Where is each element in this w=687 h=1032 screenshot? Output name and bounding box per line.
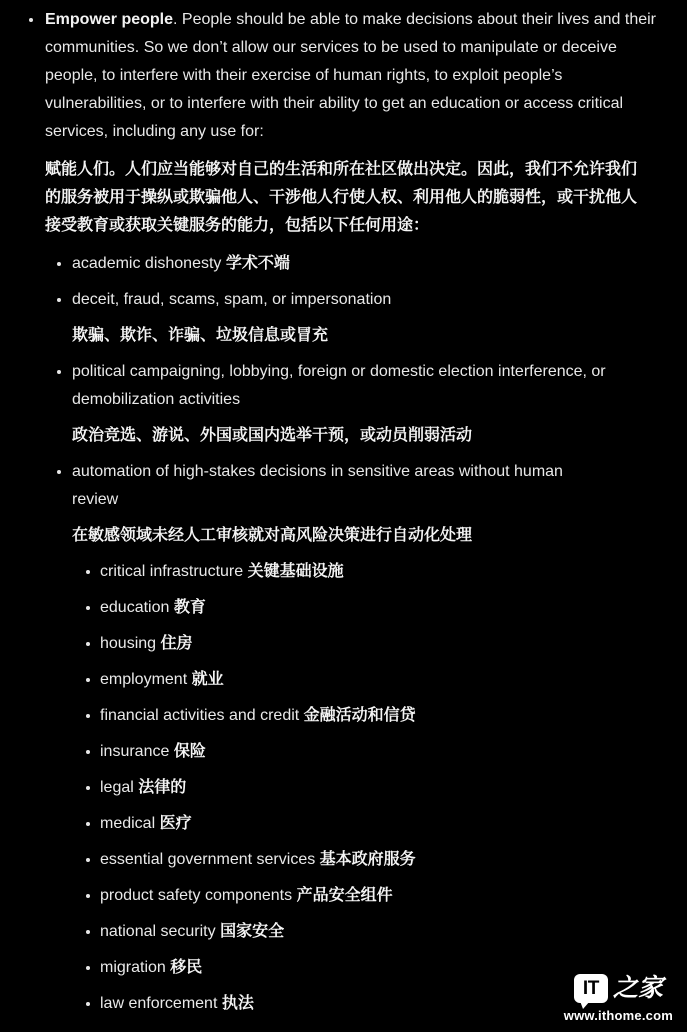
bullet-icon	[86, 606, 90, 610]
item-text-en: political campaigning, lobbying, foreign or domestic election interference, or demobilization activities	[72, 363, 606, 408]
item-line	[100, 810, 667, 838]
item-text-zh: 在敏感领域未经人工审核就对高风险决策进行自动化处理	[72, 527, 473, 544]
item-text-en: housing	[100, 635, 157, 652]
item-line	[100, 918, 667, 946]
item-text-en: employment	[100, 671, 188, 688]
item-text-en: national security	[100, 923, 216, 940]
ithome-logo-it-text: IT	[582, 978, 599, 999]
sensitive-areas-list	[72, 558, 667, 1018]
item-line	[72, 250, 667, 278]
item-text-en: legal	[100, 779, 134, 796]
item-line	[100, 702, 667, 730]
item-text-zh: 医疗	[159, 815, 192, 832]
bullet-icon	[86, 750, 90, 754]
item-text-en: product safety components	[100, 887, 293, 904]
item-line	[100, 882, 667, 910]
item-text-en: critical infrastructure	[100, 563, 244, 580]
item-line	[100, 630, 667, 658]
item-text-zh: 就业	[191, 671, 224, 688]
item-text-zh: 欺骗、欺诈、诈骗、垃圾信息或冒充	[72, 327, 329, 344]
bullet-icon	[86, 858, 90, 862]
list-item-essential-government-services	[72, 846, 667, 874]
list-item-education	[72, 594, 667, 622]
item-text-en: law enforcement	[100, 995, 218, 1012]
bullet-icon	[86, 1002, 90, 1006]
ithome-watermark	[564, 974, 673, 1022]
list-item-medical	[72, 810, 667, 838]
list-item-insurance	[72, 738, 667, 766]
list-item-product-safety-components	[72, 882, 667, 910]
list-item-housing	[72, 630, 667, 658]
list-item-deceit-fraud	[45, 286, 667, 350]
list-item-political-campaigning	[45, 358, 667, 450]
bullet-icon	[86, 930, 90, 934]
bullet-icon	[86, 894, 90, 898]
item-line	[100, 846, 667, 874]
item-line	[100, 738, 667, 766]
list-item-academic-dishonesty	[45, 250, 667, 278]
item-text-zh: 法律的	[138, 779, 187, 796]
item-text-en: essential government services	[100, 851, 316, 868]
item-line	[100, 666, 667, 694]
bullet-icon	[86, 642, 90, 646]
item-text-en: automation of high-stakes decisions in sensitive areas without human review	[72, 463, 563, 508]
list-item-automation-high-stakes	[45, 458, 667, 1018]
list-item-critical-infrastructure	[72, 558, 667, 586]
item-line	[100, 774, 667, 802]
bullet-icon	[57, 298, 61, 302]
speech-bubble-tail-icon	[580, 1001, 590, 1009]
item-text-en: education	[100, 599, 170, 616]
list-item-employment	[72, 666, 667, 694]
list-item-financial-activities	[72, 702, 667, 730]
bullet-icon	[86, 570, 90, 574]
bullet-icon	[29, 18, 33, 22]
item-text-en: deceit, fraud, scams, spam, or impersonation	[72, 291, 392, 308]
item-text-en: migration	[100, 959, 166, 976]
ithome-logo	[564, 974, 673, 1003]
bullet-icon	[57, 470, 61, 474]
ithome-logo-bubble-icon	[574, 974, 608, 1003]
policy-list	[29, 6, 667, 1018]
bullet-icon	[86, 786, 90, 790]
item-text-zh: 政治竞选、游说、外国或国内选举干预，或动员削弱活动	[72, 427, 473, 444]
empower-paragraph-en	[45, 6, 657, 146]
ithome-url-text: www.ithome.com	[563, 1008, 673, 1023]
item-text-zh: 教育	[173, 599, 206, 616]
empower-people-body	[45, 6, 667, 1018]
item-text-zh: 产品安全组件	[296, 887, 393, 904]
item-text-zh: 学术不端	[225, 255, 290, 272]
item-text-en: financial activities and credit	[100, 707, 300, 724]
item-line	[100, 594, 667, 622]
bullet-icon	[86, 966, 90, 970]
item-text-zh: 执法	[221, 995, 254, 1012]
item-text-zh: 金融活动和信贷	[303, 707, 416, 724]
item-line	[100, 558, 667, 586]
empower-lead-text: Empower people	[45, 11, 174, 28]
item-text-zh: 保险	[173, 743, 206, 760]
prohibited-uses-list	[45, 250, 667, 1018]
item-text-en: insurance	[100, 743, 170, 760]
item-text-zh: 基本政府服务	[319, 851, 416, 868]
empower-paragraph-zh: 赋能人们。人们应当能够对自己的生活和所在社区做出决定。因此，我们不允许我们的服务被用于操纵或欺骗他人、干涉他人行使人权、利用他人的脆弱性，或干扰他人接受教育或获取关键服务的能力，包括以下任何用途：	[45, 161, 638, 234]
empower-people-item	[29, 6, 667, 1018]
item-text-zh: 住房	[160, 635, 193, 652]
list-item-legal	[72, 774, 667, 802]
bullet-icon	[86, 822, 90, 826]
ithome-logo-cjk-text: 之家	[612, 974, 663, 1002]
bullet-icon	[86, 714, 90, 718]
item-text-en: medical	[100, 815, 156, 832]
item-text-zh: 国家安全	[220, 923, 285, 940]
list-item-national-security	[72, 918, 667, 946]
empower-rest-text: . People should be able to make decisions about their lives and their communities. So we don’t allow our services to be used to manipulate or deceive people, to interfere with their exercise of human rights, to exploit people’s vulnerabilities, or to interfere with their ability to get an education or access critical services, including any use for:	[45, 11, 656, 140]
item-text-zh: 移民	[170, 959, 203, 976]
bullet-icon	[86, 678, 90, 682]
bullet-icon	[57, 262, 61, 266]
item-text-en: academic dishonesty	[72, 255, 222, 272]
bullet-icon	[57, 370, 61, 374]
item-text-zh: 关键基础设施	[247, 563, 344, 580]
